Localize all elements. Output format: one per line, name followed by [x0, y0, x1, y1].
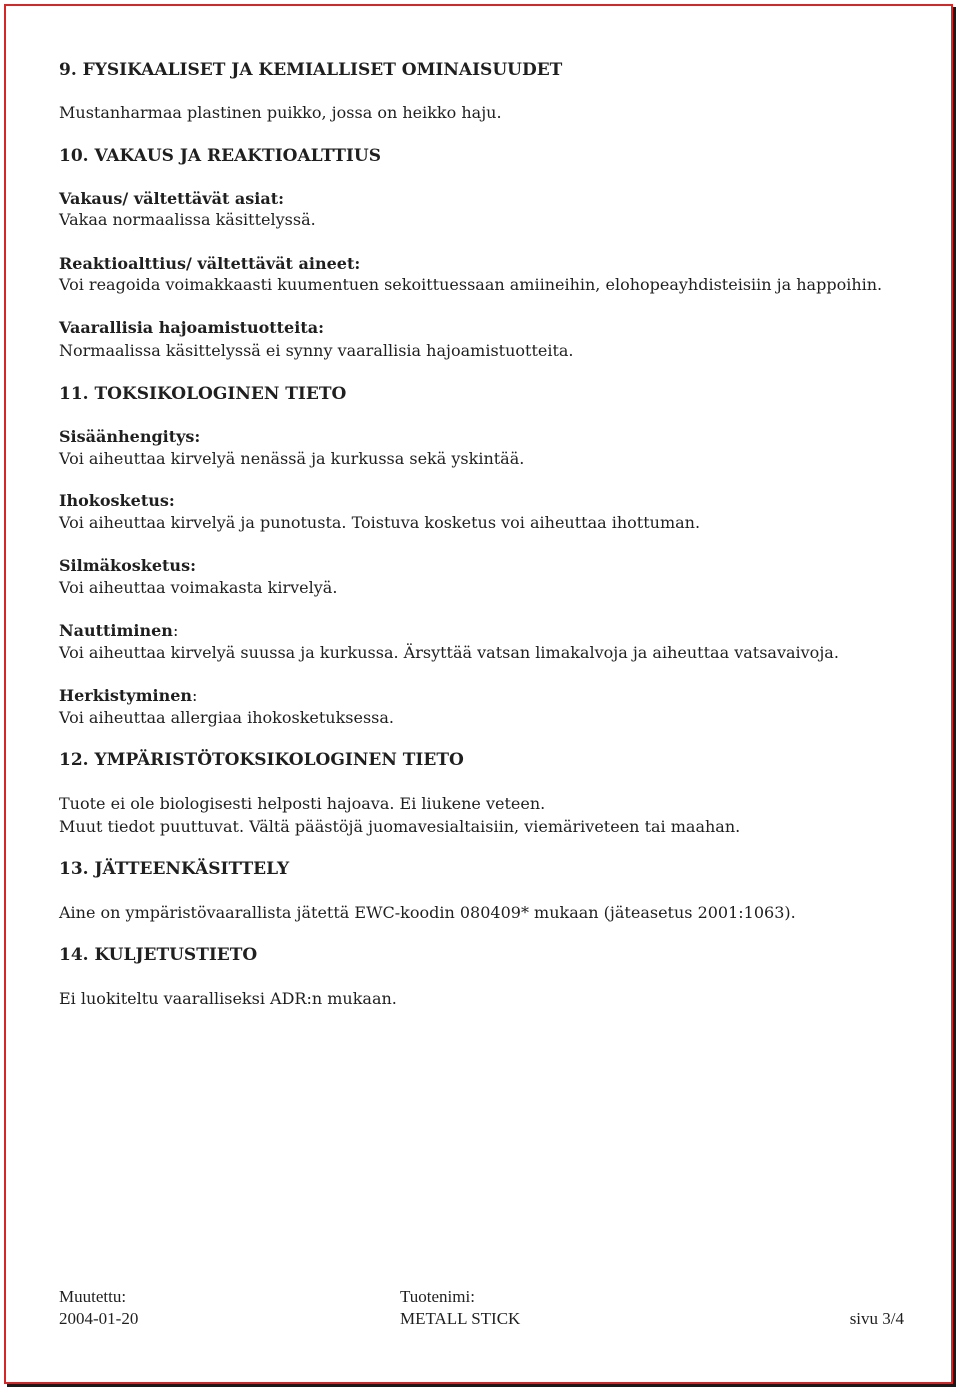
footer-product-label: Tuotenimi: [400, 1287, 475, 1306]
section-11-text-skin: Voi aiheuttaa kirvelyä ja punotusta. Toistuva kosketus voi aiheuttaa ihottuman. [59, 513, 701, 532]
section-11-text-ingestion: Voi aiheuttaa kirvelyä suussa ja kurkussa. Ärsyttää vatsan limakalvoja ja aiheuttaa vatsavaivoja. [59, 643, 839, 662]
sensitization-colon: : [192, 686, 198, 705]
section-10-subheading-reactivity: Reaktioalttius/ vältettävät aineet: [59, 254, 361, 273]
section-11-text-sensitization: Voi aiheuttaa allergiaa ihokosketuksessa. [59, 708, 395, 727]
section-10-subheading-stability: Vakaus/ vältettävät asiat: [59, 189, 285, 208]
section-12-text-1: Tuote ei ole biologisesti helposti hajoava. Ei liukene veteen. [59, 794, 546, 813]
section-12-heading: 12. YMPÄRISTÖTOKSIKOLOGINEN TIETO [59, 750, 464, 770]
section-13-text: Aine on ympäristövaarallista jätettä EWC-koodin 080409* mukaan (jäteasetus 2001:1063). [59, 903, 796, 922]
section-10-text-decomposition: Normaalissa käsittelyssä ei synny vaarallisia hajoamistuotteita. [59, 341, 574, 360]
section-10-heading: 10. VAKAUS JA REAKTIOALTTIUS [59, 146, 381, 166]
section-11-subheading-eyes: Silmäkosketus: [59, 556, 196, 575]
section-14-text: Ei luokiteltu vaaralliseksi ADR:n mukaan. [59, 989, 397, 1008]
footer-modified-label: Muutettu: [59, 1287, 127, 1306]
section-9-heading: 9. FYSIKAALISET JA KEMIALLISET OMINAISUUDET [59, 60, 563, 80]
section-9-text: Mustanharmaa plastinen puikko, jossa on heikko haju. [59, 103, 502, 122]
section-11-subheading-ingestion [59, 619, 919, 643]
ingestion-label: Nauttiminen [59, 621, 173, 640]
footer-modified-date: 2004-01-20 [59, 1309, 139, 1328]
section-11-text-eyes: Voi aiheuttaa voimakasta kirvelyä. [59, 578, 338, 597]
footer-values-row [59, 1309, 904, 1333]
section-11-subheading-sensitization [59, 684, 919, 708]
footer-product-name: METALL STICK [400, 1309, 521, 1328]
section-11-subheading-inhalation: Sisäänhengitys: [59, 427, 201, 446]
section-10-text-stability: Vakaa normaalissa käsittelyssä. [59, 210, 316, 229]
footer-page-number: sivu 3/4 [849, 1309, 904, 1328]
section-10-text-reactivity: Voi reagoida voimakkaasti kuumentuen sekoittuessaan amiineihin, elohopeayhdisteisiin ja happoihin. [59, 275, 883, 294]
section-14-heading: 14. KULJETUSTIETO [59, 945, 258, 965]
section-12-text-2: Muut tiedot puuttuvat. Vältä päästöjä juomavesialtaisiin, viemäriveteen tai maahan. [59, 817, 741, 836]
section-11-heading: 11. TOKSIKOLOGINEN TIETO [59, 384, 347, 404]
sensitization-label: Herkistyminen [59, 686, 193, 705]
footer-labels-row [59, 1287, 904, 1311]
ingestion-colon: : [172, 621, 179, 640]
section-13-heading: 13. JÄTTEENKÄSITTELY [59, 859, 290, 879]
section-11-text-inhalation: Voi aiheuttaa kirvelyä nenässä ja kurkussa sekä yskintää. [59, 449, 525, 468]
section-10-subheading-decomposition: Vaarallisia hajoamistuotteita: [59, 318, 324, 337]
section-11-subheading-skin: Ihokosketus: [59, 491, 175, 510]
